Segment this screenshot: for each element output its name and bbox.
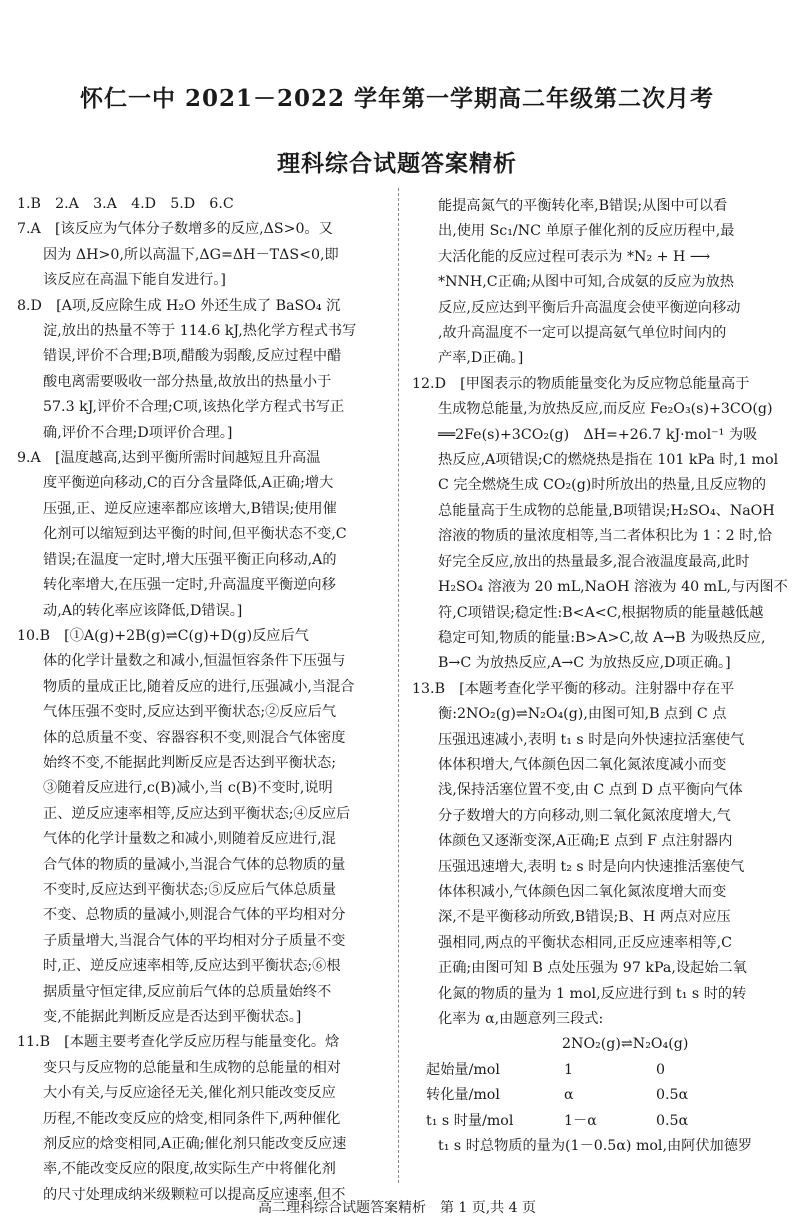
row-value-b: 0.5α bbox=[656, 1112, 689, 1129]
text-line: ══2Fe(s)+3CO₂(g) ΔH=+26.7 kJ·mol⁻¹ 为吸 bbox=[438, 426, 758, 443]
text-line: 深,不是平衡移动所致,B错误;B、H 两点对应压 bbox=[438, 909, 731, 926]
text-line: 气体的化学计量数之和减小,则随着反应进行,混 bbox=[43, 831, 336, 848]
text-line: 变只与反应物的总能量和生成物的总能量的相对 bbox=[43, 1059, 341, 1076]
row-value-b: 0 bbox=[656, 1061, 666, 1078]
row-label: 起始量/mol bbox=[426, 1061, 500, 1078]
text-line: 转化率增大,在压强一定时,升高温度平衡逆向移 bbox=[43, 577, 336, 594]
row-value-b: 0.5α bbox=[656, 1087, 689, 1104]
page-subtitle: 理科综合试题答案精析 bbox=[277, 150, 517, 177]
text-line: 热反应,A项错误;C的燃烧热是指在 101 kPa 时,1 mol bbox=[438, 452, 779, 469]
text-line: 合气体的物质的量减小,当混合气体的总物质的量 bbox=[43, 856, 346, 873]
text-line: 强相同,两点的平衡状态相同,正反应速率相等,C bbox=[438, 934, 732, 951]
text-line: 符,C项错误;稳定性:B<A<C,根据物质的能量越低越 bbox=[438, 604, 764, 621]
text-line: 错误;在温度一定时,增大压强平衡正向移动,A的 bbox=[43, 551, 337, 568]
text-line: 因为 ΔH>0,所以高温下,ΔG=ΔH－TΔS<0,即 bbox=[43, 246, 339, 263]
row-value-a: 1 bbox=[564, 1061, 574, 1078]
text-line: 总能量高于生成物的总能量,B项错误;H₂SO₄、NaOH bbox=[438, 502, 775, 519]
text-line: ,故升高温度不一定可以提高氨气单位时间内的 bbox=[438, 325, 727, 342]
text-line: 分子数增大的方向移动,则二氧化氮浓度增大,气 bbox=[438, 807, 731, 824]
text-line: 历程,不能改变反应的焓变,相同条件下,两种催化 bbox=[43, 1110, 341, 1127]
page-title: 怀仁一中 2021－2022 学年第一学期高二年级第二次月考 bbox=[79, 85, 715, 112]
text-line: 13.B [本题考查化学平衡的移动。注射器中存在平 bbox=[412, 680, 735, 697]
text-line: 的尺寸处理成纳米级颗粒可以提高反应速率,但不 bbox=[43, 1186, 346, 1203]
text-line: B→C 为放热反应,A→C 为放热反应,D项正确。] bbox=[438, 655, 731, 672]
text-line: 化氮的物质的量为 1 mol,反应进行到 t₁ s 时的转 bbox=[438, 985, 747, 1002]
right-column-lines bbox=[412, 194, 788, 1032]
text-line: H₂SO₄ 溶液为 20 mL,NaOH 溶液为 40 mL,与丙图不 bbox=[438, 579, 788, 596]
text-line: 衡:2NO₂(g)⇌N₂O₄(g),由图可知,B 点到 C 点 bbox=[438, 706, 727, 723]
text-line: 淀,放出的热量不等于 114.6 kJ,热化学方程式书写 bbox=[43, 323, 357, 340]
text-line: 据质量守恒定律,反应前后气体的总质量始终不 bbox=[43, 983, 332, 1000]
text-line: 不变时,反应达到平衡状态;⑤反应后气体总质量 bbox=[43, 881, 337, 898]
text-line: 好完全反应,放出的热量最多,混合液温度最高,此时 bbox=[438, 553, 750, 570]
table-row bbox=[412, 1058, 782, 1083]
table-row bbox=[412, 1109, 782, 1134]
text-line: 正确;由图可知 B 点处压强为 97 kPa,设起始二氧 bbox=[438, 960, 747, 977]
text-line: 出,使用 Sc₁/NC 单原子催化剂的反应历程中,最 bbox=[438, 223, 735, 240]
row-label: t₁ s 时量/mol bbox=[426, 1112, 514, 1129]
right-column bbox=[412, 194, 788, 1159]
text-line: 物质的量成正比,随着反应的进行,压强减小,当混合 bbox=[43, 678, 355, 695]
text-line: 化率为 α,由题意列三段式: bbox=[438, 1011, 604, 1027]
text-line: 大小有关,与反应途径无关,催化剂只能改变反应 bbox=[43, 1085, 336, 1102]
text-line: 产率,D正确。] bbox=[438, 350, 524, 367]
text-line: C 完全燃烧生成 CO₂(g)时所放出的热量,且反应物的 bbox=[438, 477, 767, 494]
text-line: 生成物总能量,为放热反应,而反应 Fe₂O₃(s)+3CO(g) bbox=[438, 401, 773, 418]
text-line: *NNH,C正确;从图中可知,合成氨的反应为放热 bbox=[438, 274, 734, 291]
text-line: 11.B [本题主要考查化学反应历程与能量变化。焓 bbox=[17, 1034, 340, 1051]
equilibrium-table bbox=[412, 1032, 782, 1134]
text-line: 度平衡逆向移动,C的百分含量降低,A正确;增大 bbox=[43, 475, 334, 492]
text-line: ③随着反应进行,c(B)减小,当 c(B)不变时,说明 bbox=[43, 780, 333, 797]
text-line: 稳定可知,物质的能量:B>A>C,故 A→B 为吸热反应, bbox=[438, 629, 766, 646]
text-line: 率,不能改变反应的限度,故实际生产中将催化剂 bbox=[43, 1161, 336, 1178]
text-line: 体体积增大,气体颜色因二氧化氮浓度减小而变 bbox=[438, 756, 727, 773]
text-line: 酸电离需要吸收一部分热量,故放出的热量小于 bbox=[43, 373, 332, 390]
text-line: 压强迅速增大,表明 t₂ s 时是向内快速推活塞使气 bbox=[438, 858, 745, 875]
text-line: 能提高氮气的平衡转化率,B错误;从图中可以看 bbox=[438, 198, 728, 214]
table-row bbox=[412, 1083, 782, 1108]
text-line: 体的总质量不变、容器容积不变,则混合气体密度 bbox=[43, 729, 346, 746]
text-line: 浅,保持活塞位置不变,由 C 点到 D 点平衡向气体 bbox=[438, 782, 743, 799]
equilibrium-equation: 2NO₂(g)⇌N₂O₄(g) bbox=[562, 1036, 689, 1053]
text-line: 始终不变,不能据此判断反应是否达到平衡状态; bbox=[43, 754, 337, 771]
text-line: t₁ s 时总物质的量为(1－0.5α) mol,由阿伏加德罗 bbox=[438, 1138, 753, 1155]
row-value-a: 1－α bbox=[564, 1112, 597, 1129]
text-line: 压强迅速减小,表明 t₁ s 时是向外快速拉活塞使气 bbox=[438, 731, 745, 748]
text-line: 溶液的物质的量浓度相等,当二者体积比为 1∶2 时,恰 bbox=[438, 528, 773, 545]
text-line: 体颜色又逐渐变深,A正确;E 点到 F 点注射器内 bbox=[438, 833, 733, 850]
text-line: 错误,评价不合理;B项,醋酸为弱酸,反应过程中醋 bbox=[43, 348, 342, 365]
text-line: 变,不能据此判断反应是否达到平衡状态。] bbox=[43, 1009, 302, 1025]
text-line: 剂反应的焓变相同,A正确;催化剂只能改变反应速 bbox=[43, 1136, 347, 1153]
text-line: 化剂可以缩短到达平衡的时间,但平衡状态不变,C bbox=[43, 526, 347, 543]
text-line: 正、逆反应速率相等,反应达到平衡状态;④反应后 bbox=[43, 805, 351, 822]
text-line: 7.A [该反应为气体分子数增多的反应,ΔS>0。又 bbox=[17, 221, 333, 238]
text-line: 10.B [①A(g)+2B(g)⇌C(g)+D(g)反应后气 bbox=[17, 627, 309, 644]
text-line: 体的化学计量数之和减小,恒温恒容条件下压强与 bbox=[43, 653, 346, 670]
left-column bbox=[17, 192, 389, 1208]
text-line: 不变、总物质的量减小,则混合气体的平均相对分 bbox=[43, 907, 346, 924]
text-line: 压强,正、逆反应速率都应该增大,B错误;使用催 bbox=[43, 500, 337, 517]
text-line: 气体压强不变时,反应达到平衡状态;②反应后气 bbox=[43, 704, 337, 721]
text-line: 子质量增大,当混合气体的平均相对分子质量不变 bbox=[43, 932, 346, 949]
text-line: 动,A的转化率应该降低,D错误。] bbox=[43, 602, 243, 619]
text-line: 9.A [温度越高,达到平衡所需时间越短且升高温 bbox=[17, 450, 321, 467]
text-line: 12.D [甲图表示的物质能量变化为反应物总能量高于 bbox=[412, 375, 750, 392]
column-divider bbox=[398, 188, 399, 1183]
text-line: 1.B 2.A 3.A 4.D 5.D 6.C bbox=[17, 196, 234, 212]
page-footer: 高二理科综合试题答案精析 第 1 页,共 4 页 bbox=[257, 1200, 537, 1216]
text-line: 该反应在高温下能自发进行。] bbox=[43, 272, 226, 289]
text-line: 大活化能的反应过程可表示为 *N₂ + H ⟶ bbox=[438, 248, 711, 265]
text-line: 8.D [A项,反应除生成 H₂O 外还生成了 BaSO₄ 沉 bbox=[17, 297, 341, 314]
text-line: 确,评价不合理;D项评价合理。] bbox=[43, 424, 233, 441]
text-line: 反应,反应达到平衡后升高温度会使平衡逆向移动 bbox=[438, 299, 741, 316]
text-line: 体体积减小,气体颜色因二氧化氮浓度增大而变 bbox=[438, 883, 727, 900]
text-line: 时,正、逆反应速率相等,反应达到平衡状态;⑥根 bbox=[43, 958, 341, 975]
row-label: 转化量/mol bbox=[426, 1087, 500, 1104]
row-value-a: α bbox=[564, 1087, 574, 1104]
text-line: 57.3 kJ,评价不合理;C项,该热化学方程式书写正 bbox=[43, 399, 345, 416]
